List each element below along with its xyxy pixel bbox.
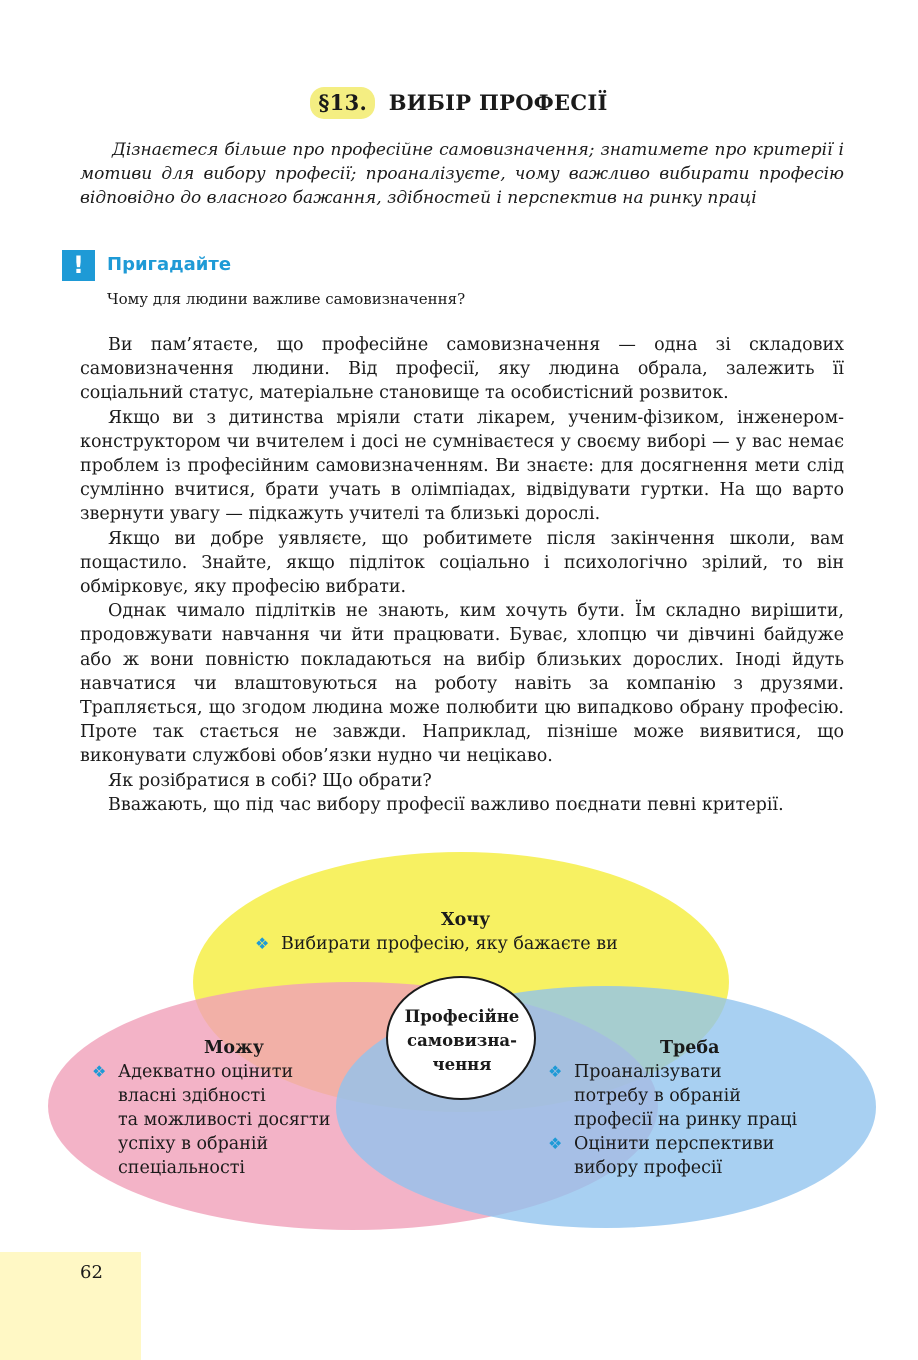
diamond-bullet-icon: ❖ [548, 1062, 563, 1081]
center-line: Професійне [404, 1007, 520, 1026]
paragraph: Вважають, що під час вибору професії важливо поєднати певні критерії. [108, 794, 784, 815]
section-title-text: ВИБІР ПРОФЕСІЇ [388, 90, 608, 115]
main-text [80, 333, 844, 817]
center-line: самовизна- [407, 1031, 517, 1050]
center-label [386, 1005, 538, 1077]
paragraph: Ви пам’ятаєте, що професійне самовизначення — одна зі складових самовизначення людини. Від професії, яку людина обрала, залежить її соціальний статус, матеріальне становище та особистісний розвиток. [80, 335, 844, 404]
need-item: ❖ Проаналізувати потребу в обраній професії на ринку праці [548, 1062, 798, 1130]
remember-question: Чому для людини важливе самовизначення? [107, 290, 466, 308]
paragraph: Однак чимало підлітків не знають, ким хочуть бути. Їм складно вирішити, продовжувати навчання чи йти працювати. Буває, хлопцю чи дівчині байдуже або ж вони повністю покладаються на вибір близьких дорослих. Іноді йдуть навчатися чи влаштовуються на роботу навіть за компанію з друзями. Трапляється, що згодом людина може полюбити цю випадково обрану професію. Проте так стається не завжди. Наприклад, пізніше може виявитися, що виконувати службові обов’язки нудно чи нецікаво. [80, 601, 844, 767]
center-line: чення [432, 1055, 492, 1074]
paragraph: Якщо ви добре уявляєте, що робитимете після закінчення школи, вам пощастило. Знайте, якщо підліток соціально і психологічно зрілий, то він обмірковує, яку професію вибрати. [80, 528, 844, 598]
diamond-bullet-icon: ❖ [255, 934, 270, 953]
can-item: ❖ Адекватно оцінити власні здібності та можливості досягти успіху в обраній спеціальності [92, 1062, 331, 1178]
page-number: 62 [80, 1262, 103, 1283]
page-number-box [0, 1252, 141, 1360]
intro-text: Дізнаєтеся більше про професійне самовизначення; знатимете про критерії і мотиви для вибору професії; проаналізуєте, чому важливо вибирати професію відповідно до власного бажання, здібностей і перспектив на ринку праці [80, 140, 844, 208]
can-label [92, 1036, 372, 1180]
section-number: §13. [310, 87, 375, 119]
diamond-bullet-icon: ❖ [92, 1062, 107, 1081]
want-item: ❖ Вибирати професію, яку бажаєте ви [255, 934, 618, 954]
can-title: Можу [204, 1038, 264, 1058]
exclamation-icon: ! [62, 250, 95, 281]
want-title: Хочу [441, 910, 491, 930]
want-label [255, 908, 695, 956]
remember-title: Пригадайте [107, 254, 232, 275]
paragraph: Як розібратися в собі? Що обрати? [108, 770, 432, 791]
need-item: ❖ Оцінити перспективи вибору професії [548, 1134, 775, 1178]
need-label [548, 1036, 848, 1180]
diamond-bullet-icon: ❖ [548, 1134, 563, 1153]
need-title: Треба [660, 1038, 720, 1058]
section-title [0, 90, 918, 115]
paragraph: Якщо ви з дитинства мріяли стати лікарем, ученим-фізиком, інженером-конструктором чи вчителем і досі не сумніваєтеся у своєму виборі — у вас немає проблем із професійним самовизначенням. Ви знаєте: для досягнення мети слід сумлінно вчитися, брати учать в олімпіадах, відвідувати гуртки. На що варто звернути увагу — підкажуть учителі та близькі дорослі. [80, 407, 844, 525]
